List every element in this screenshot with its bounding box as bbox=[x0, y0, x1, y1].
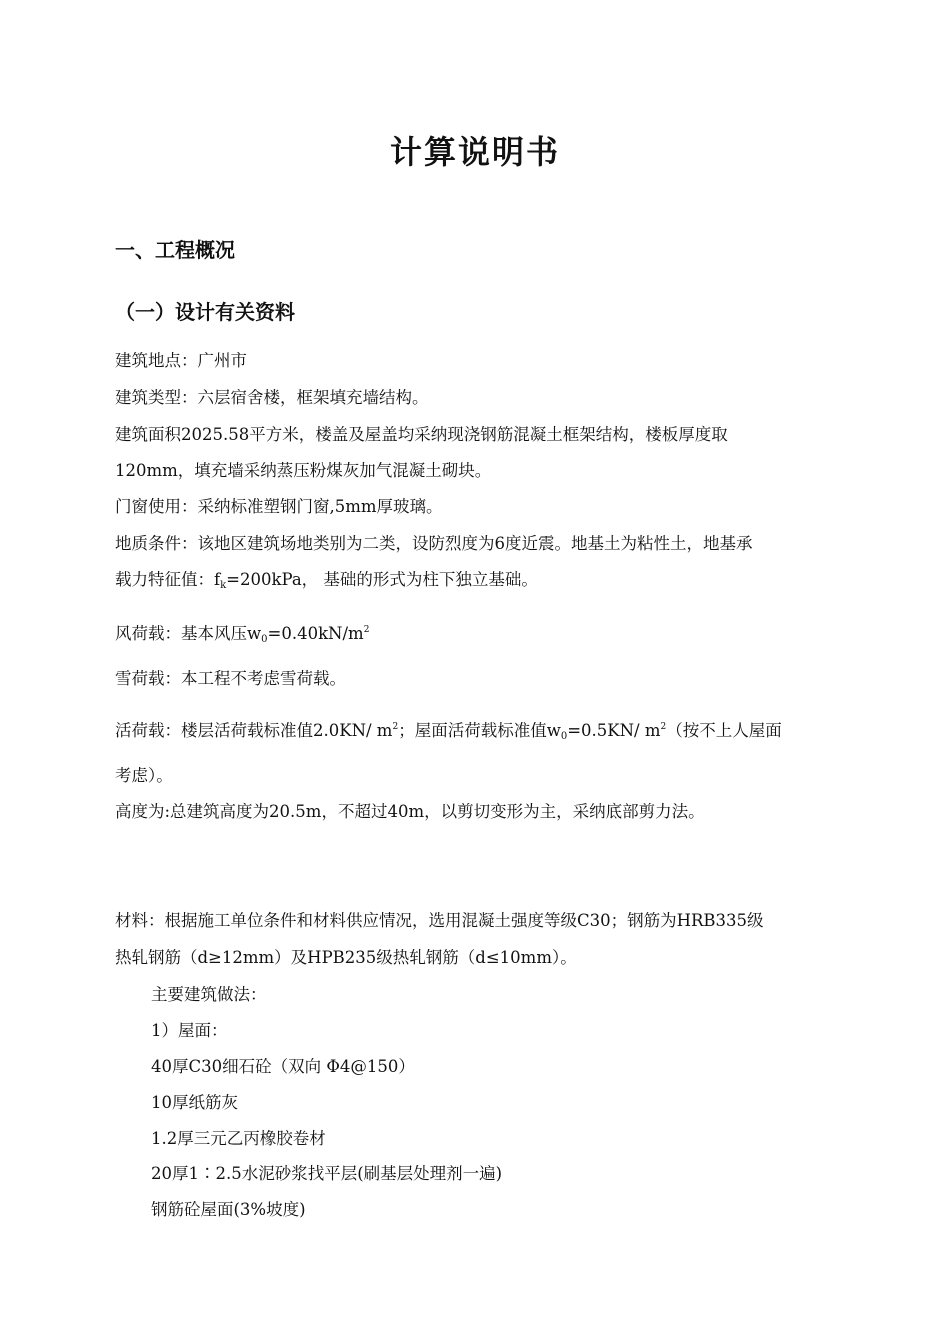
list-item-roof: 1）屋面： bbox=[151, 1021, 228, 1040]
para-snow-load: 雪荷载：本工程不考虑雪荷载。 bbox=[115, 669, 346, 688]
para-area-line1: 建筑面积2025.58平方米，楼盖及屋盖均采纳现浇钢筋混凝土框架结构，楼板厚度取 bbox=[115, 425, 728, 444]
para-building-type: 建筑类型：六层宿舍楼，框架填充墙结构。 bbox=[115, 388, 429, 407]
section-heading: 一、工程概况 bbox=[115, 238, 235, 262]
text-span: =0.40kN/m bbox=[267, 624, 364, 643]
text-span: 活荷载：楼层活荷载标准值2.0KN/ m bbox=[115, 721, 393, 740]
superscript: 2 bbox=[363, 625, 370, 635]
para-live-load-line2: 考虑）。 bbox=[115, 766, 173, 785]
text-span: =0.5KN/ m bbox=[567, 721, 661, 740]
para-geology-line1: 地质条件：该地区建筑场地类别为二类，设防烈度为6度近震。地基土为粘性土，地基承 bbox=[115, 534, 753, 553]
para-live-load-line1 bbox=[115, 715, 782, 749]
subscript: k bbox=[220, 580, 227, 591]
list-item-roof-layer-3: 1.2厚三元乙丙橡胶卷材 bbox=[151, 1129, 326, 1148]
para-construction-heading: 主要建筑做法： bbox=[151, 985, 267, 1004]
list-item-roof-layer-2: 10厚纸筋灰 bbox=[151, 1093, 238, 1112]
document-title: 计算说明书 bbox=[389, 133, 560, 171]
subscript: 0 bbox=[261, 634, 268, 645]
para-location: 建筑地点：广州市 bbox=[115, 351, 247, 370]
para-windows: 门窗使用：采纳标准塑钢门窗,5mm厚玻璃。 bbox=[115, 497, 443, 516]
text-span: （按不上人屋面 bbox=[666, 721, 782, 740]
para-wind-load bbox=[115, 618, 369, 652]
list-item-roof-layer-4: 20厚1∶2.5水泥砂浆找平层(刷基层处理剂一遍) bbox=[151, 1164, 503, 1183]
subsection-heading: （一）设计有关资料 bbox=[115, 300, 295, 324]
superscript: 2 bbox=[392, 722, 399, 732]
para-height: 高度为:总建筑高度为20.5m，不超过40m，以剪切变形为主，采纳底部剪力法。 bbox=[115, 802, 705, 821]
para-area-line2: 120mm，填充墙采纳蒸压粉煤灰加气混凝土砌块。 bbox=[115, 461, 492, 480]
subscript: 0 bbox=[560, 731, 568, 742]
para-material-line1: 材料：根据施工单位条件和材料供应情况，选用混凝土强度等级C30；钢筋为HRB335级 bbox=[115, 911, 764, 930]
text-span: 载力特征值：f bbox=[115, 570, 221, 589]
text-span: =200kPa， 基础的形式为柱下独立基础。 bbox=[226, 570, 538, 589]
para-geology-line2 bbox=[115, 568, 538, 598]
para-material-line2: 热轧钢筋（d≥12mm）及HPB235级热轧钢筋（d≤10mm）。 bbox=[115, 948, 577, 967]
list-item-roof-layer-5: 钢筋砼屋面(3%坡度) bbox=[151, 1200, 306, 1219]
text-span: 风荷载：基本风压w bbox=[115, 624, 262, 643]
superscript: 2 bbox=[660, 722, 667, 732]
text-span: ；屋面活荷载标准值w bbox=[398, 721, 561, 740]
list-item-roof-layer-1: 40厚C30细石砼（双向 Φ4@150） bbox=[151, 1057, 415, 1076]
